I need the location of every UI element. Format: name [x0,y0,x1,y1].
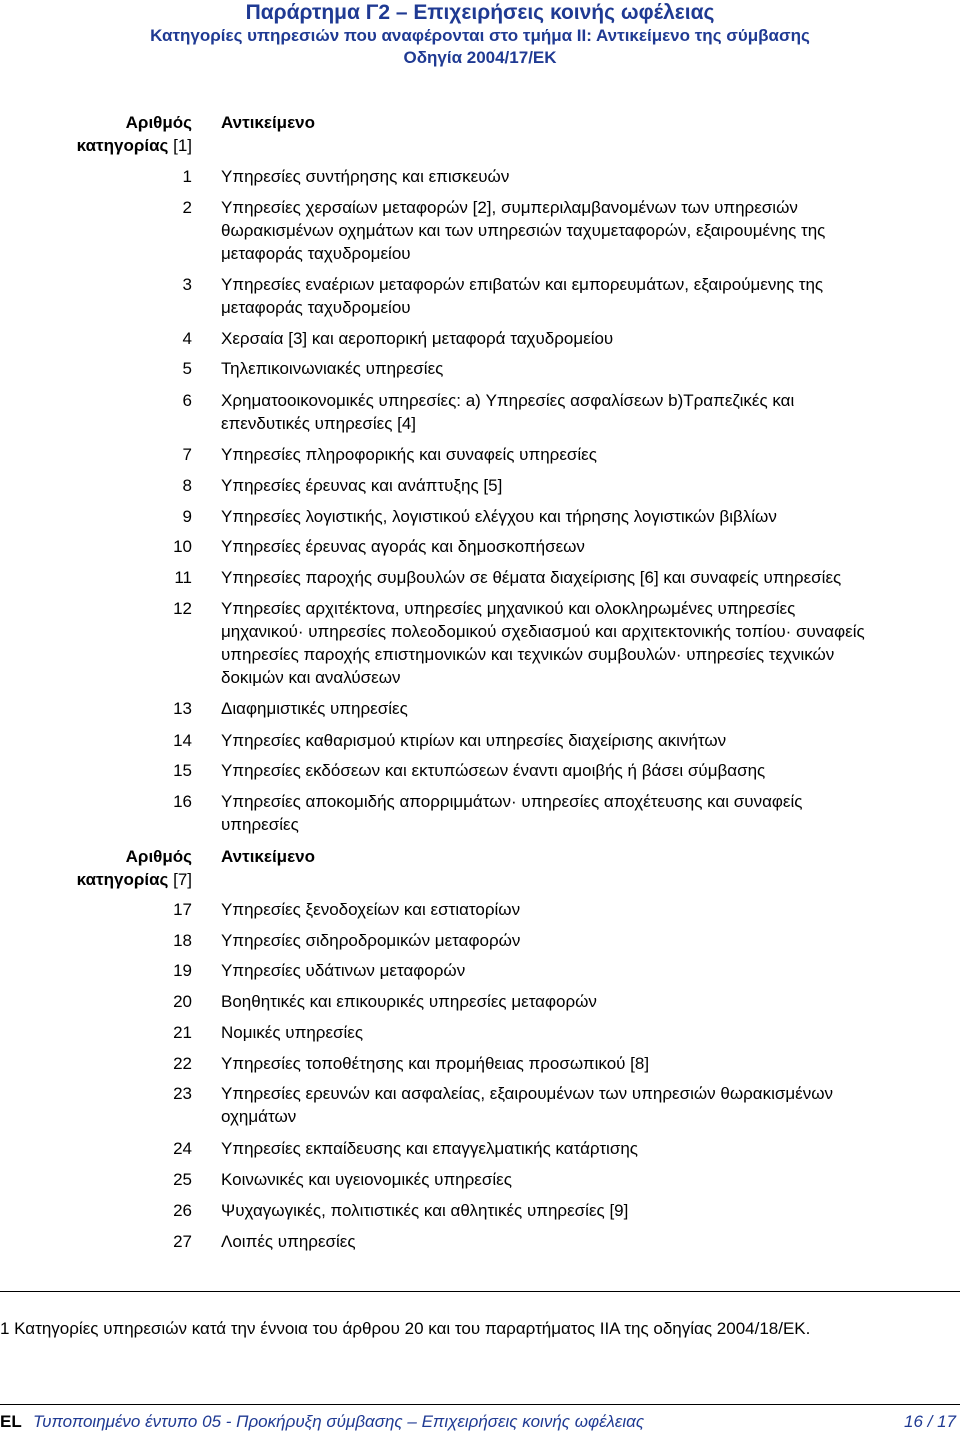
category-number-header-line2 [0,868,192,891]
category-number: 22 [173,1054,192,1073]
footer-form-title: Τυποποιημένο έντυπο 05 - Προκήρυξη σύμβασης – Επιχειρήσεις κοινής ωφέλειας [33,1412,645,1431]
description-line: Υπηρεσίες εκδόσεων και εκτυπώσεων έναντι αμοιβής ή βάσει σύμβασης [221,761,766,780]
footer-language: EL [0,1412,22,1431]
description-line: Υπηρεσίες ξενοδοχείων και εστιατορίων [221,900,521,919]
category-description [221,357,951,380]
subject-header: Αντικείμενο [221,113,315,132]
description-line: Υπηρεσίες σιδηροδρομικών μεταφορών [221,931,521,950]
category-number: 1 [182,167,192,186]
page-subtitle: Κατηγορίες υπηρεσιών που αναφέρονται στο τμήμα ΙΙ: Αντικείμενο της σύμβασης [150,26,810,45]
description-line: Υπηρεσίες τοποθέτησης και προμήθειας προσωπικού [8] [221,1054,650,1073]
category-description [221,1199,951,1222]
category-number: 18 [173,931,192,950]
category-number: 11 [174,568,192,587]
footer-divider [0,1404,960,1405]
category-number: 4 [182,329,192,348]
description-line: θωρακισμένων οχημάτων και των υπηρεσιών ταχυμεταφορών, εξαιρουμένης της [221,221,826,240]
description-line: Υπηρεσίες ερευνών και ασφαλείας, εξαιρουμένων των υπηρεσιών θωρακισμένων [221,1084,834,1103]
category-number: 5 [182,359,192,378]
description-line: Βοηθητικές και επικουρικές υπηρεσίες μεταφορών [221,992,597,1011]
description-line: Υπηρεσίες εκπαίδευσης και επαγγελματικής κατάρτισης [221,1139,638,1158]
description-line: Υπηρεσίες λογιστικής, λογιστικού ελέγχου και τήρησης λογιστικών βιβλίων [221,507,777,526]
description-line: Υπηρεσίες υδάτινων μεταφορών [221,961,466,980]
category-number: 21 [173,1023,192,1042]
category-description [221,898,951,921]
category-number: 15 [173,761,192,780]
category-description [221,566,951,589]
category-number: 2 [182,198,192,217]
description-line: Χρηματοοικονομικές υπηρεσίες: a) Υπηρεσίες ασφαλίσεων b)Τραπεζικές και [221,391,795,410]
category-number-header-ref: [7] [168,870,192,889]
description-line: Χερσαία [3] και αεροπορική μεταφορά ταχυδρομείου [221,329,614,348]
footer-page-number: 16 / 17 [904,1412,956,1431]
description-line: Υπηρεσίες αποκομιδής απορριμμάτων· υπηρεσίες αποχέτευσης και συναφείς [221,792,803,811]
description-line: δοκιμών και αναλύσεων [221,668,401,687]
page-footer [0,1411,960,1433]
category-number: 8 [182,476,192,495]
category-description [221,505,951,528]
footnote-divider [0,1291,960,1292]
description-line: Νομικές υπηρεσίες [221,1023,364,1042]
description-line: υπηρεσίες [221,815,299,834]
category-description [221,1137,951,1160]
category-description [221,729,951,752]
category-number: 9 [182,507,192,526]
description-line: οχημάτων [221,1107,297,1126]
category-number-header-label: κατηγορίας [76,136,169,155]
description-line: μεταφοράς ταχυδρομείου [221,244,411,263]
description-line: Τηλεπικοινωνιακές υπηρεσίες [221,359,444,378]
category-number: 26 [173,1201,192,1220]
category-number-header [0,111,192,157]
category-number-header-line1: Αριθμός [125,113,192,132]
category-description [221,1168,951,1191]
description-line: επενδυτικές υπηρεσίες [4] [221,414,417,433]
description-line: Υπηρεσίες πληροφορικής και συναφείς υπηρεσίες [221,445,597,464]
footnote: 1 Κατηγορίες υπηρεσιών κατά την έννοια του άρθρου 20 και του παραρτήματος IIA της οδηγίας 2004/18/ΕΚ. [0,1319,811,1338]
description-line: Ψυχαγωγικές, πολιτιστικές και αθλητικές υπηρεσίες [9] [221,1201,629,1220]
category-description [221,1052,951,1075]
category-description [221,273,951,319]
category-number: 23 [173,1084,192,1103]
category-number: 17 [173,900,192,919]
description-line: Υπηρεσίες καθαρισμού κτιρίων και υπηρεσίες διαχείρισης ακινήτων [221,731,727,750]
category-number-header [0,845,192,891]
category-number: 10 [173,537,192,556]
category-description [221,759,951,782]
category-description [221,389,951,435]
description-line: Υπηρεσίες εναέριων μεταφορών επιβατών και εμπορευμάτων, εξαιρούμενης της [221,275,824,294]
description-line: υπηρεσίες παροχής επιστημονικών και τεχνικών συμβουλών· υπηρεσίες τεχνικών [221,645,835,664]
description-line: Λοιπές υπηρεσίες [221,1232,356,1251]
category-number-header-line1: Αριθμός [125,847,192,866]
description-line: μεταφοράς ταχυδρομείου [221,298,411,317]
category-description [221,196,951,265]
category-number-header-line2 [0,134,192,157]
category-number-header-label: κατηγορίας [76,870,169,889]
category-number: 27 [173,1232,192,1251]
category-number-header-ref: [1] [168,136,192,155]
page-title: Παράρτημα Γ2 – Επιχειρήσεις κοινής ωφέλειας [245,1,715,24]
category-description [221,1021,951,1044]
category-number: 7 [182,445,192,464]
category-number: 20 [173,992,192,1011]
description-line: Κοινωνικές και υγειονομικές υπηρεσίες [221,1170,512,1189]
category-description [221,443,951,466]
category-description [221,990,951,1013]
category-description [221,165,951,188]
category-description [221,1082,951,1128]
description-line: Υπηρεσίες έρευνας και ανάπτυξης [5] [221,476,503,495]
category-description [221,959,951,982]
description-line: Υπηρεσίες έρευνας αγοράς και δημοσκοπήσεων [221,537,585,556]
category-number: 16 [173,792,192,811]
category-number: 24 [173,1139,192,1158]
directive-label: Οδηγία 2004/17/ΕΚ [403,48,557,67]
description-line: Υπηρεσίες συντήρησης και επισκευών [221,167,510,186]
category-description [221,929,951,952]
description-line: μηχανικού· υπηρεσίες πολεοδομικού σχεδιασμού και αρχιτεκτονικής τοπίου· συναφείς [221,622,865,641]
category-number: 14 [173,731,192,750]
description-line: Υπηρεσίες παροχής συμβουλών σε θέματα διαχείρισης [6] και συναφείς υπηρεσίες [221,568,842,587]
category-number: 13 [173,699,192,718]
category-number: 25 [173,1170,192,1189]
description-line: Υπηρεσίες αρχιτέκτονα, υπηρεσίες μηχανικού και ολοκληρωμένες υπηρεσίες [221,599,796,618]
description-line: Διαφημιστικές υπηρεσίες [221,699,408,718]
category-description [221,535,951,558]
description-line: Υπηρεσίες χερσαίων μεταφορών [2], συμπεριλαμβανομένων των υπηρεσιών [221,198,798,217]
category-description [221,327,951,350]
category-description [221,790,951,836]
category-description [221,474,951,497]
category-description [221,697,951,720]
category-description [221,1230,951,1253]
category-description [221,597,951,689]
category-number: 6 [182,391,192,410]
category-number: 12 [173,599,192,618]
category-number: 3 [182,275,192,294]
subject-header: Αντικείμενο [221,847,315,866]
category-number: 19 [173,961,192,980]
